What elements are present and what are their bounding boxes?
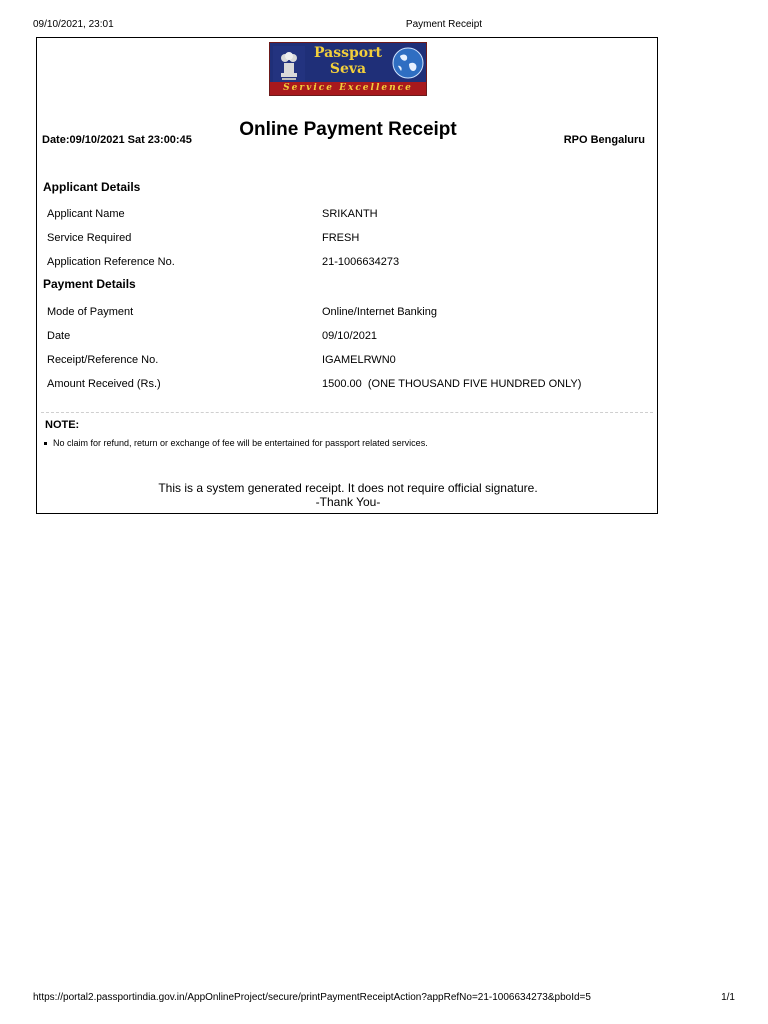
receipt-date: Date:09/10/2021 Sat 23:00:45 <box>42 134 192 146</box>
print-footer-url: https://portal2.passportindia.gov.in/AppOnlineProject/secure/printPaymentReceiptAction?appRefNo=21-1006634273&pboId=5 <box>33 992 591 1003</box>
section-divider <box>41 412 653 413</box>
logo-line-1: Passport <box>314 45 382 61</box>
receipt-footer-message <box>37 481 659 509</box>
detail-label: Date <box>47 330 71 342</box>
passport-seva-logo <box>269 42 427 96</box>
print-header-datetime: 09/10/2021, 23:01 <box>33 19 114 30</box>
logo-tagline: Service Excellence <box>270 82 426 95</box>
system-generated-notice: This is a system generated receipt. It does not require official signature. <box>158 481 538 495</box>
detail-label: Receipt/Reference No. <box>47 354 159 366</box>
thank-you-text: -Thank You- <box>315 495 381 509</box>
detail-value: FRESH <box>322 232 360 244</box>
applicant-details-heading: Applicant Details <box>43 180 141 194</box>
national-emblem-icon <box>273 46 305 84</box>
detail-value: 09/10/2021 <box>322 330 378 342</box>
logo-line-2: Seva <box>329 61 367 77</box>
detail-label: Service Required <box>47 232 132 244</box>
regional-office: RPO Bengaluru <box>563 134 645 146</box>
detail-label: Amount Received (Rs.) <box>47 378 161 390</box>
note-text: No claim for refund, return or exchange of fee will be entertained for passport related services. <box>53 438 428 448</box>
note-item <box>44 438 428 448</box>
detail-value: IGAMELRWN0 <box>322 354 396 366</box>
detail-label: Mode of Payment <box>47 306 134 318</box>
logo-text <box>308 45 388 77</box>
print-header-title: Payment Receipt <box>405 19 483 30</box>
detail-value: 21-1006634273 <box>322 256 400 268</box>
note-heading: NOTE: <box>45 419 80 431</box>
receipt-box <box>36 37 658 514</box>
detail-label: Application Reference No. <box>47 256 175 268</box>
page-title: Online Payment Receipt <box>239 119 457 140</box>
payment-details-heading: Payment Details <box>43 277 136 291</box>
detail-value: 1500.00 (ONE THOUSAND FIVE HUNDRED ONLY) <box>322 378 582 390</box>
detail-label: Applicant Name <box>47 208 125 220</box>
detail-value: Online/Internet Banking <box>322 306 437 318</box>
globe-icon <box>392 46 424 80</box>
detail-value: SRIKANTH <box>322 208 378 220</box>
print-footer-page-count: 1/1 <box>721 992 735 1003</box>
bullet-icon <box>44 442 47 445</box>
